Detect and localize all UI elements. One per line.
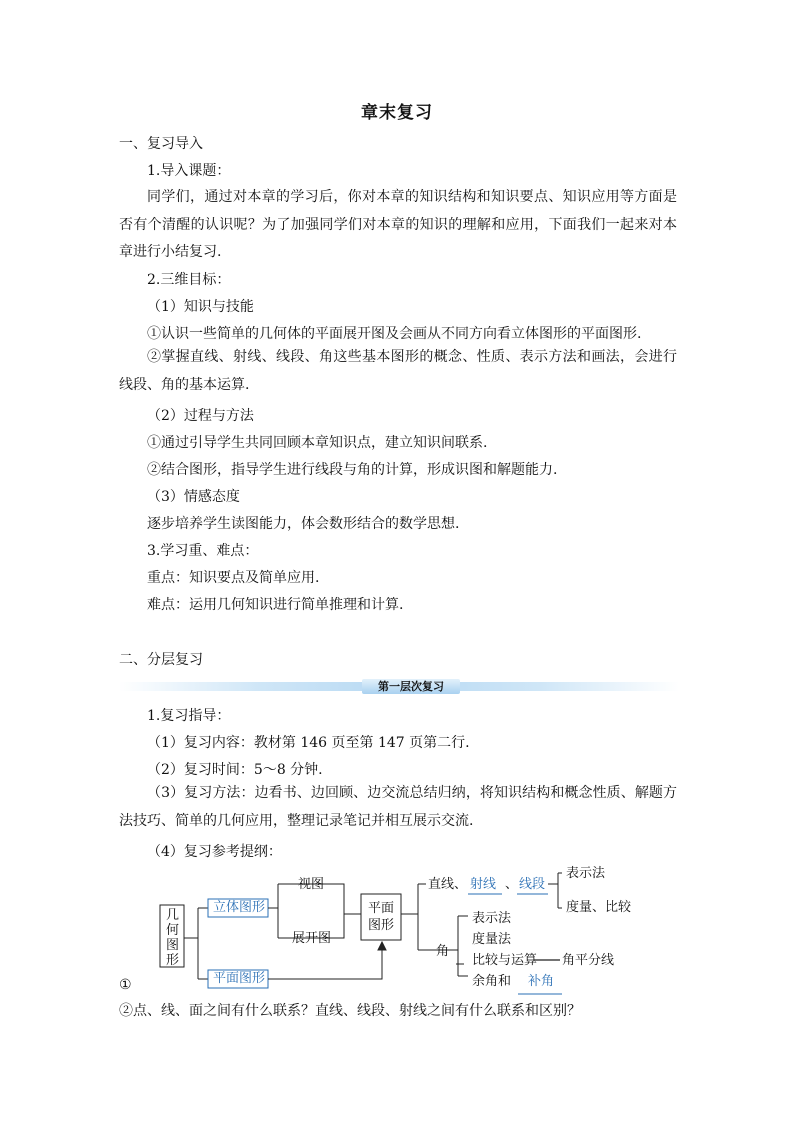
guide-heading: 1.复习指导： — [147, 708, 231, 724]
supplementary-label: 补角 — [528, 974, 555, 989]
root-char-4: 形 — [165, 953, 179, 968]
root-bracket — [184, 908, 208, 979]
process-item-1: ①通过引导学生共同回顾本章知识点，建立知识间联系. — [147, 435, 488, 451]
intro-paragraph: 同学们，通过对本章的学习后，你对本章的知识结构和知识要点、知识应用等方面是否有个清醒的认识呢？为了加强同学们对本章的知识的理解和应用，下面我们一起来对本章进行小结复习. — [119, 189, 677, 260]
angle-label: 角 — [436, 944, 450, 959]
guide-time: （2）复习时间：5～8 分钟. — [147, 762, 323, 778]
representation-label: 表示法 — [566, 866, 606, 881]
knowledge-heading: （1）知识与技能 — [147, 299, 254, 315]
guide-content: （1）复习内容：教材第 146 页至第 147 页第二行. — [147, 735, 470, 751]
plane-box-line-1: 平面 — [368, 901, 395, 916]
root-char-1: 几 — [165, 908, 179, 923]
attitude-heading: （3）情感态度 — [147, 489, 240, 505]
knowledge-item-2: ②掌握直线、射线、线段、角这些基本图形的概念、性质、表示方法和画法，会进行线段、角的基本运算. — [119, 349, 677, 393]
ray-label: 射线 — [470, 877, 497, 892]
difficult-point: 难点：运用几何知识进行简单推理和计算. — [147, 597, 404, 613]
banner-label: 第一层次复习 — [362, 679, 460, 694]
section-heading-review-intro: 一、复习导入 — [119, 136, 203, 152]
level-one-banner — [119, 679, 679, 693]
section-heading-layered-review: 二、分层复习 — [119, 652, 203, 668]
intro-topic-heading: 1.导入课题： — [147, 163, 231, 179]
unfold-label: 展开图 — [292, 931, 332, 946]
root-char-2: 何 — [165, 923, 179, 938]
angle-representation-label: 表示法 — [472, 911, 512, 926]
guide-method: （3）复习方法：边看书、边回顾、边交流总结归纳，将知识结构和概念性质、解题方法技巧、简单的几何应用，整理记录笔记并相互展示交流. — [119, 785, 677, 829]
process-heading: （2）过程与方法 — [147, 408, 254, 424]
line-bracket — [548, 873, 562, 908]
view-label: 视图 — [298, 877, 325, 892]
line-prefix-label: 直线、 — [428, 877, 468, 892]
knowledge-item-1: ①认识一些简单的几何体的平面展开图及会画从不同方向看立体图形的平面图形. — [147, 326, 642, 342]
attitude-item: 逐步培养学生读图能力，体会数形结合的数学思想. — [147, 516, 460, 532]
segment-label: 线段 — [519, 877, 546, 892]
arrow-head — [378, 942, 386, 950]
question-2: ②点、线、面之间有什么联系？直线、线段、射线之间有什么联系和区别？ — [119, 1003, 581, 1019]
page-title: 章末复习 — [361, 103, 433, 123]
guide-outline: （4）复习参考提纲： — [147, 844, 282, 860]
knowledge-structure-diagram — [158, 868, 648, 998]
key-point: 重点：知识要点及简单应用. — [147, 570, 320, 586]
measure-compare-label: 度量、比较 — [566, 900, 632, 915]
separator-label: 、 — [505, 877, 519, 892]
angle-compare-label: 比较与运算 — [472, 953, 538, 968]
plane-bracket — [401, 884, 458, 950]
angle-measure-label: 度量法 — [472, 932, 512, 947]
focus-heading: 3.学习重、难点： — [147, 543, 259, 559]
goals-heading: 2.三维目标： — [147, 272, 231, 288]
plane-box-line-2: 图形 — [368, 918, 395, 933]
solid-figure-label: 立体图形 — [213, 900, 266, 915]
outline-item-1-marker: ① — [119, 977, 132, 993]
complementary-label: 余角和 — [472, 974, 512, 989]
angle-bisector-label: 角平分线 — [562, 953, 615, 968]
root-char-3: 图 — [165, 938, 179, 953]
plane-figure-label: 平面图形 — [213, 971, 266, 986]
angle-bracket — [448, 916, 468, 976]
plane-arrow-line — [268, 948, 382, 979]
process-item-2: ②结合图形，指导学生进行线段与角的计算，形成识图和解题能力. — [147, 462, 558, 478]
